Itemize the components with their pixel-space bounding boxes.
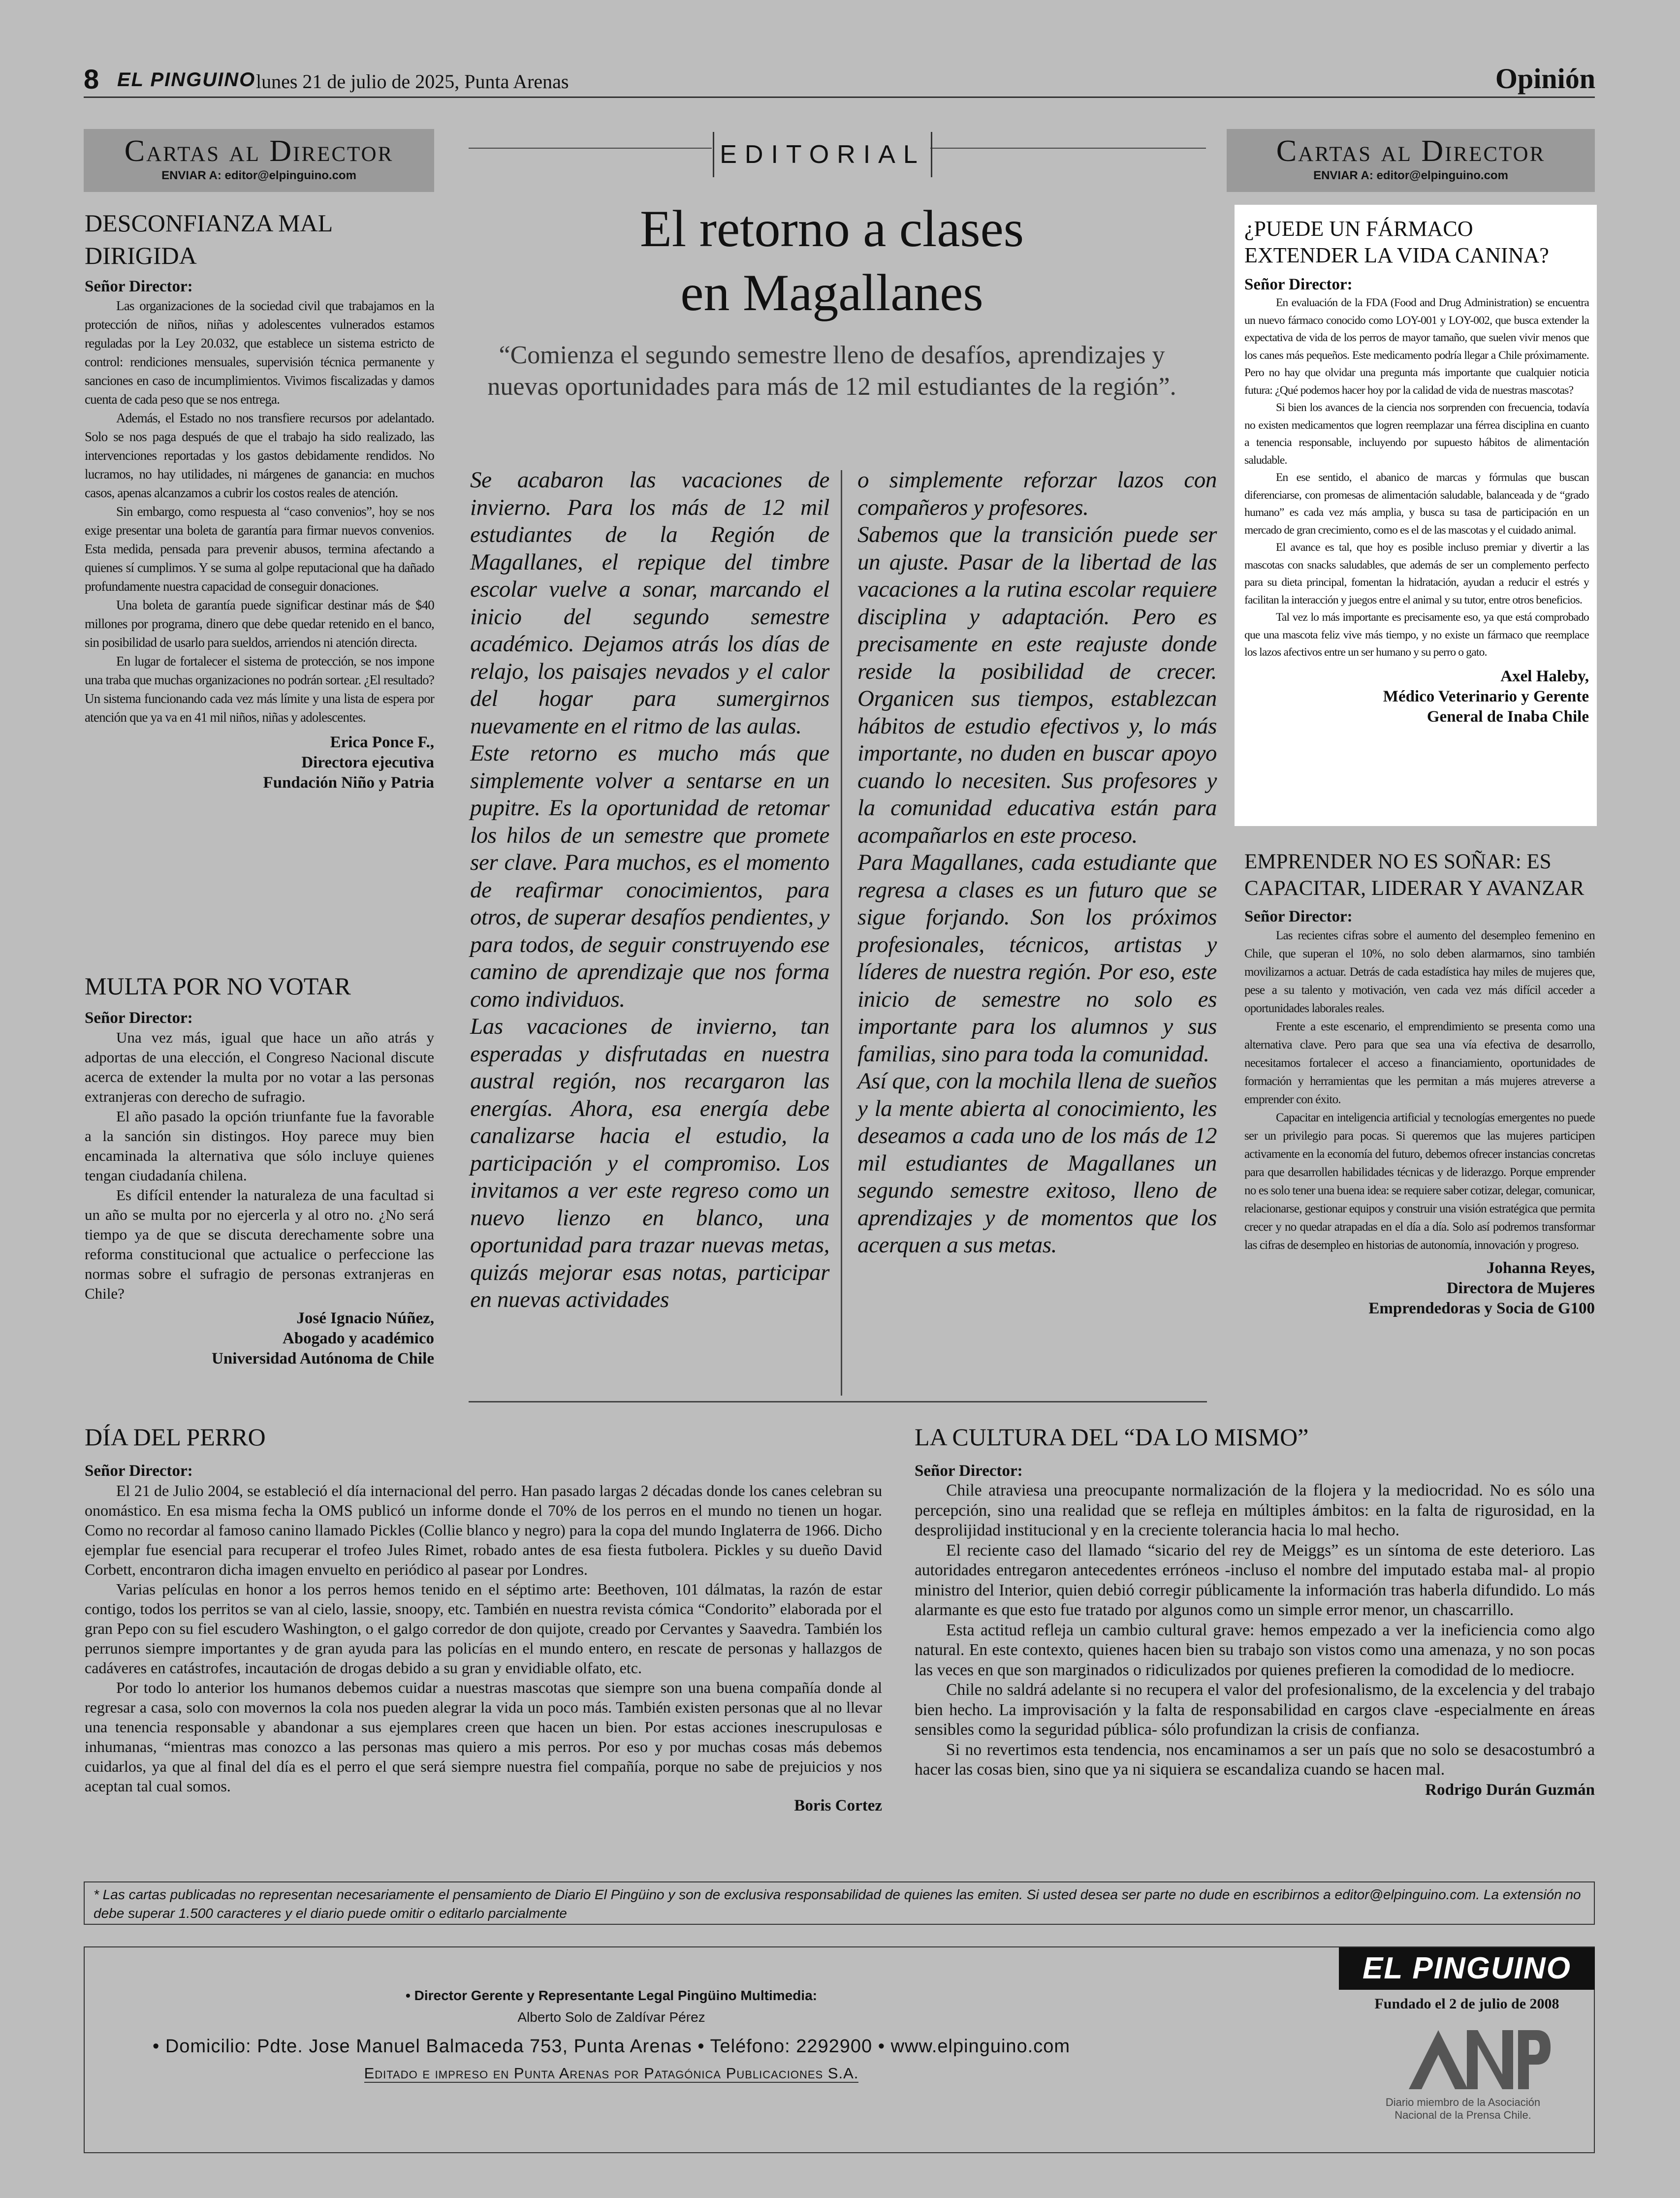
salutation: Señor Director:: [1244, 276, 1353, 293]
cartas-title: Cartas al Director: [1276, 134, 1546, 168]
editorial-title-line: en Magallanes: [680, 264, 983, 321]
editorial-paragraph: Sabemos que la transición puede ser un ajuste. Pasar de la libertad de las vacaciones a la rutina escolar requiere disciplina y adaptación. Pero es precisamente en este reajuste donde reside la posibilidad de crecer. Organicen sus tiempos, establezcan hábitos de estudio efectivos y, lo más importante, no duden en buscar apoyo cuando lo necesiten. Sus profesores y la comunidad educativa están para acompañarlos en este proceso.: [857, 522, 1217, 848]
signature-name: Erica Ponce F.,: [330, 733, 434, 751]
cartas-header-right: [1227, 129, 1595, 192]
paragraph: El reciente caso del llamado “sicario del rey de Meiggs” es un síntoma de este deterioro. Las autoridades entregaron antecedentes erróneos -incluso el nombre del imputado estaba mal- al propio ministro del Interior, quien debió corregir públicamente la información tras haberla difundido. Lo más alarmante es que esto fue tratado por algunos como un simple error menor, un chascarrillo.: [915, 1541, 1595, 1619]
signature-name: Rodrigo Durán Guzmán: [1425, 1781, 1595, 1799]
letter-title: DÍA DEL PERRO: [85, 1423, 266, 1451]
signature: [915, 1780, 1595, 1800]
paragraph: Además, el Estado no nos transfiere recursos por adelantado. Solo se nos paga después de que el trabajo ha sido realizado, las intervenciones reportadas y los gastos debidamente rendidos. No lucramos, no hay utilidades, ni márgenes de ganancia: en muchos casos, apenas alcanzamos a cubrir los costos reales de atención.: [85, 411, 434, 500]
signature-name: Johanna Reyes,: [1486, 1259, 1595, 1277]
page-number: 8: [84, 64, 99, 95]
paragraph: Por todo lo anterior los humanos debemos cuidar a nuestras mascotas que siempre son una buena compañía donde al regresar a casa, solo con movernos la cola nos pueden alegrar la vida un poco más. También existen personas que al no llevar una tenencia responsable y abandonar a sus ejemplares creen que hacen un bien. Por estas acciones inescrupulosas e inhumanas, “mientras mas conozco a las personas mas quiero a mis perros. Por eso y por muchas cosas más debemos cuidarlos, ya que al final del día es el perro el que será siempre nuestra fiel compañía, porque no sabe de prejuicios y nos aceptan tal cual somos.: [85, 1679, 882, 1795]
signature-role: Médico Veterinario y Gerente: [1383, 687, 1589, 705]
masthead-logo: EL PINGUINO: [117, 69, 256, 91]
letter-dia-del-perro: [85, 1421, 882, 1816]
salutation: Señor Director:: [85, 1009, 193, 1027]
cartas-title: Cartas al Director: [124, 134, 394, 168]
paragraph: Esta actitud refleja un cambio cultural grave: hemos empezado a ver la ineficiencia como algo natural. En este contexto, quienes hacen bien su trabajo son vistos como una amenaza, y no son pocas las veces en que son marginados o ridiculizados por quienes prefieren la comodidad de lo mediocre.: [915, 1621, 1595, 1679]
section-title: Opinión: [1495, 63, 1595, 95]
cartas-email: ENVIAR A: editor@elpinguino.com: [1313, 169, 1508, 182]
paragraph: Una vez más, igual que hace un año atrás y adportas de una elección, el Congreso Nacional discute acerca de extender la multa por no votar a las personas extranjeras con derecho de sufragio.: [85, 1029, 434, 1105]
footer-address: • Domicilio: Pdte. Jose Manuel Balmaceda 753, Punta Arenas • Teléfono: 2292900 • www.elpinguino.com: [152, 2036, 1071, 2057]
signature-name: José Ignacio Núñez,: [296, 1309, 434, 1327]
footer-credits: [84, 1946, 1595, 2153]
editorial-paragraph: Se acabaron las vacaciones de invierno. Para los más de 12 mil estudiantes de la Región de Magallanes, el repique del timbre escolar vuelve a sonar, marcando el inicio del segundo semestre académico. Dejamos atrás los días de relajo, los paisajes nevados y el calor del hogar para sumergirnos nuevamente en el ritmo de las aulas.: [470, 467, 829, 739]
anp-logo-icon: [1404, 2020, 1552, 2094]
signature: [1244, 1258, 1595, 1319]
paragraph: Una boleta de garantía puede significar destinar más de $40 millones por programa, dinero que debe quedar retenido en el banco, sin posibilidad de usarlo para sueldos, arriendos ni atención directa.: [85, 598, 434, 650]
letter-desconfianza: [85, 207, 434, 793]
editorial-paragraph: o simplemente reforzar lazos con compañeros y profesores.: [857, 467, 1217, 520]
letter-body: [85, 1481, 882, 1796]
anp-caption-line: Diario miembro de la Asociación: [1385, 2096, 1541, 2108]
cartas-email: ENVIAR A: editor@elpinguino.com: [161, 169, 356, 182]
letter-body: [915, 1481, 1595, 1780]
director-label: • Director Gerente y Representante Legal Pingüino Multimedia:: [406, 1988, 817, 2003]
salutation: Señor Director:: [85, 1462, 193, 1480]
footer-logo: EL PINGUINO: [1339, 1947, 1595, 1990]
letter-farmaco: [1235, 205, 1597, 826]
founded-date: Fundado el 2 de julio de 2008: [1374, 1996, 1559, 2012]
footer-imprint: [85, 2065, 1138, 2082]
paragraph: Tal vez lo más importante es precisamente eso, ya que está comprobado que una mascota feliz vive más tiempo, y no existe un fármaco que reemplace los lazos afectivos entre un ser humano y su perro o gato.: [1244, 611, 1589, 659]
paragraph: Frente a este escenario, el emprendimiento se presenta como una alternativa clave. Pero para que sea una vía efectiva de desarrollo, necesitamos fortalecer el acceso a financiamiento, oportunidades de formación y herramientas que les permitan a más mujeres atreverse a emprender con éxito.: [1244, 1020, 1595, 1106]
letter-multa: [85, 970, 434, 1369]
signature-role: Directora ejecutiva: [301, 754, 434, 771]
paragraph: Si bien los avances de la ciencia nos sorprenden con frecuencia, todavía no existen medicamentos que logren reemplazar una férrea disciplina en cuanto a tenencia responsable, incluyendo por supuesto hábitos de alimentación saludable.: [1244, 401, 1589, 467]
editorial-paragraph: Así que, con la mochila llena de sueños y la mente abierta al conocimiento, les deseamos a cada uno de los más de 12 mil estudiantes de Magallanes un segundo semestre exitoso, lleno de aprendizajes y de momentos que los acerquen a sus metas.: [857, 1068, 1217, 1258]
paragraph: Chile atraviesa una preocupante normalización de la flojera y la mediocridad. No es sólo una percepción, sino una realidad que se refleja en múltiples ámbitos: en la falta de rigurosidad, en la desprolijidad institucional y en la creciente tolerancia hacia lo mal hecho.: [915, 1481, 1595, 1539]
signature-name: Axel Haleby,: [1500, 667, 1589, 685]
paragraph: Es difícil entender la naturaleza de una facultad si un año se multa por no ejercerla y al otro no. ¿No será tiempo ya de que se discuta derechamente sobre una reforma constitucional que actualice o perfeccione las normas sobre el sufragio de personas extranjeras en Chile?: [85, 1186, 434, 1302]
salutation: Señor Director:: [85, 278, 193, 295]
paragraph: Las organizaciones de la sociedad civil que trabajamos en la protección de niños, niñas y adolescentes vulnerados estamos reguladas por la Ley 20.032, que establece un sistema estricto de control: rendiciones mensuales, supervisión técnica permanente y sanciones en caso de incumplimientos. Vivimos fiscalizadas y damos cuenta de cada peso que se nos entrega.: [85, 298, 434, 407]
letter-body: [85, 1028, 434, 1304]
editorial-rule-left: [469, 148, 712, 149]
anp-caption: [1345, 2096, 1581, 2122]
editorial-title: [458, 197, 1206, 325]
paragraph: El avance es tal, que hoy es posible incluso premiar y divertir a las mascotas con snacks saludables, que además de ser un complemento perfecto para su dieta principal, fomentan la hidratación, ayudan a reducir el estrés y facilitan la interacción y juegos entre el animal y su tutor, entre otros beneficios.: [1244, 541, 1589, 606]
letter-title: DESCONFIANZA MAL DIRIGIDA: [85, 209, 332, 269]
paragraph: El año pasado la opción triunfante fue la favorable a la sanción sin distingos. Hoy parece muy bien encaminada la alternativa que sólo incluye quienes tengan ciudadanía chilena.: [85, 1108, 434, 1184]
paragraph: En ese sentido, el abanico de marcas y fórmulas que buscan diferenciarse, con promesas de alimentación saludable, balanceada y de “grado humano” es cada vez más amplia, y busca su tasa de participación en un mercado de gran crecimiento, como es el de las mascotas y el cuidado animal.: [1244, 471, 1589, 537]
editorial-paragraph: Las vacaciones de invierno, tan esperadas y disfrutadas en nuestra austral región, nos recargaron las energías. Ahora, esa energía debe canalizarse hacia el estudio, la participación y el compromiso. Los invitamos a ver este regreso como un nuevo lienzo en blanco, una oportunidad para trazar nuevas metas, quizás mejorar esas notas, participar en nuevas actividades: [470, 1014, 829, 1312]
editorial-paragraph: Para Magallanes, cada estudiante que regresa a clases es un futuro que se sigue forjando. Son los próximos profesionales, técnicos, artistas y líderes de nuestra región. Por eso, este inicio de semestre no solo es importante para los alumnos y sus familias, sino para toda la comunidad.: [857, 850, 1217, 1067]
signature-org: Fundación Niño y Patria: [263, 774, 434, 792]
paragraph: El 21 de Julio 2004, se estableció el día internacional del perro. Han pasado largas 2 décadas donde los canes celebran su onomástico. En esa misma fecha la OMS publicó un informe donde el 70% de los perros en el mundo no tienen un hogar. Como no recordar al famoso canino llamado Pickles (Collie blanco y negro) para la copa del mundo Inglaterra de 1966. Dicho ejemplar fue esencial para recuperar el trofeo Jules Rimet, robado antes de esa fiesta futbolera. Pickles y su dueño David Corbett, encontraron dicha imagen envuelto en periódico al pasear por Londres.: [85, 1482, 882, 1578]
letter-cultura: [915, 1421, 1595, 1800]
editorial-bottom-rule: [469, 1401, 1207, 1402]
imprint-text: Editado e impreso en Punta Arenas por Patagónica Publicaciones S.A.: [364, 2065, 859, 2082]
director-name: Alberto Solo de Zaldívar Pérez: [517, 2009, 705, 2025]
cartas-header-left: [84, 129, 434, 192]
letter-body: [1244, 294, 1589, 662]
editorial-title-line: El retorno a clases: [640, 200, 1024, 257]
letter-title: ¿PUEDE UN FÁRMACO EXTENDER LA VIDA CANINA?: [1244, 217, 1549, 267]
signature-org: Emprendedoras y Socia de G100: [1368, 1300, 1595, 1317]
editorial-rule-right: [930, 148, 1206, 149]
editorial-column-2: [857, 467, 1217, 1259]
paragraph: Sin embargo, como respuesta al “caso convenios”, hoy se nos exige presentar una boleta de garantía para firmar nuevos convenios. Esta medida, pensada para prevenir abusos, termina afectando a quienes sí cumplimos. Y se suma al golpe reputacional que ha dañado profundamente nuestra capacidad de conseguir donaciones.: [85, 504, 434, 594]
column-divider: [841, 470, 842, 1396]
signature: [1244, 667, 1589, 727]
letter-body: [85, 296, 434, 727]
paragraph: Las recientes cifras sobre el aumento del desempleo femenino en Chile, que superan el 10%, no solo deben alarmarnos, sino también movilizarnos a actuar. Detrás de cada estadística hay miles de mujeres que, pese a su talento y motivación, ven cada vez más difícil acceder a oportunidades laborales reales.: [1244, 929, 1595, 1015]
letter-title: MULTA POR NO VOTAR: [85, 972, 351, 1000]
paragraph: Varias películas en honor a los perros hemos tenido en el séptimo arte: Beethoven, 101 dálmatas, la razón de estar contigo, todos los perritos se van al cielo, lassie, snoopy, etc. También en nuestra revista cómica “Condorito” elaborada por el gran Pepo con su fiel escudero Washington, o el galgo corredor de don quijote, creado por Cervantes y Saavedra. También los perrunos siempre importantes y de gran ayuda para las policías en el mundo entero, en rescate de personas y hallazgos de cadáveres en catástrofes, incautación de drogas debido a su gran y envidiable olfato, etc.: [85, 1580, 882, 1677]
header-rule: [84, 96, 1595, 98]
editorial-label: EDITORIAL: [713, 132, 932, 177]
signature-org: Universidad Autónoma de Chile: [212, 1350, 434, 1368]
paragraph: En evaluación de la FDA (Food and Drug Administration) se encuentra un nuevo fármaco conocido como LOY-001 y LOY-002, que busca extender la expectativa de vida de los perros de mayor tamaño, que suelen vivir menos que los canes más pequeños. Este medicamento podría llegar a Chile próximamente. Pero no hay que olvidar una pregunta más importante que cualquier noticia futura: ¿Qué podemos hacer hoy por la calidad de vida de nuestras mascotas?: [1244, 296, 1589, 397]
anp-caption-line: Nacional de la Prensa Chile.: [1395, 2109, 1531, 2121]
editorial-pull-quote: “Comienza el segundo semestre lleno de desafíos, aprendizajes y nuevas oportunidades para más de 12 mil estudiantes de la región”.: [487, 341, 1176, 401]
letter-body: [1244, 926, 1595, 1254]
signature: [85, 1796, 882, 1816]
salutation: Señor Director:: [1244, 908, 1353, 925]
signature-role: Abogado y académico: [283, 1330, 434, 1347]
paragraph: Chile no saldrá adelante si no recupera el valor del profesionalismo, de la excelencia y del trabajo bien hecho. La improvisación y la falta de responsabilidad en cargos clave -especialmente en áreas sensibles como la seguridad pública- sólo profundizan la crisis de confianza.: [915, 1681, 1595, 1739]
letter-title: EMPRENDER NO ES SOÑAR: ES CAPACITAR, LIDERAR Y AVANZAR: [1244, 850, 1585, 900]
editorial-column-1: [470, 467, 829, 1314]
paragraph: Si no revertimos esta tendencia, nos encaminamos a ser un país que no solo se desacostumbró a hacer las cosas bien, sino que ya ni siquiera se escandaliza cuando se hacen mal.: [915, 1740, 1595, 1779]
signature-role: Directora de Mujeres: [1446, 1279, 1595, 1297]
paragraph: Capacitar en inteligencia artificial y tecnologías emergentes no puede ser un privilegio para pocas. Si queremos que las mujeres participen activamente en la economía del futuro, debemos ofrecer instancias concretas para que desarrollen habilidades técnicas y de liderazgo. Porque emprender no es solo tener una buena idea: se requiere saber cotizar, delegar, comunicar, relacionarse, gestionar equipos y construir una visión estratégica que permita crecer y no quedar atrapadas en el día a día. Solo así podremos transformar las cifras de desempleo en historias de autonomía, innovación y progreso.: [1244, 1111, 1595, 1252]
disclaimer-note: * Las cartas publicadas no representan necesariamente el pensamiento de Diario El Pingüino y son de exclusiva responsabilidad de quienes las emiten. Si usted desea ser parte no dude en escribirnos a editor@elpinguino.com. La extensión no debe superar 1.500 caracteres y el diario puede omitir o editarlo parcialmente: [84, 1881, 1595, 1925]
letter-title: LA CULTURA DEL “DA LO MISMO”: [915, 1423, 1309, 1451]
dateline: lunes 21 de julio de 2025, Punta Arenas: [256, 70, 569, 93]
salutation: Señor Director:: [915, 1462, 1023, 1480]
editorial-paragraph: Este retorno es mucho más que simplemente volver a sentarse en un pupitre. Es la oportunidad de retomar los hilos de un semestre que promete ser clave. Para muchos, es el momento de reafirmar conocimientos, para otros, de superar desafíos pendientes, y para todos, de seguir construyendo ese camino de aprendizaje que nos forma como individuos.: [470, 740, 829, 1012]
signature: [85, 733, 434, 793]
signature: [85, 1308, 434, 1369]
signature-name: Boris Cortez: [794, 1797, 882, 1815]
letter-emprender: [1244, 849, 1595, 1319]
signature-org: General de Inaba Chile: [1426, 707, 1589, 726]
paragraph: En lugar de fortalecer el sistema de protección, se nos impone una traba que muchas organizaciones no podrán sortear. ¿El resultado? Un sistema funcionando cada vez más límite y una lista de espera por atención que ya va en 41 mil niños, niñas y adolescentes.: [85, 654, 434, 725]
anp-logo: [1404, 2020, 1552, 2094]
